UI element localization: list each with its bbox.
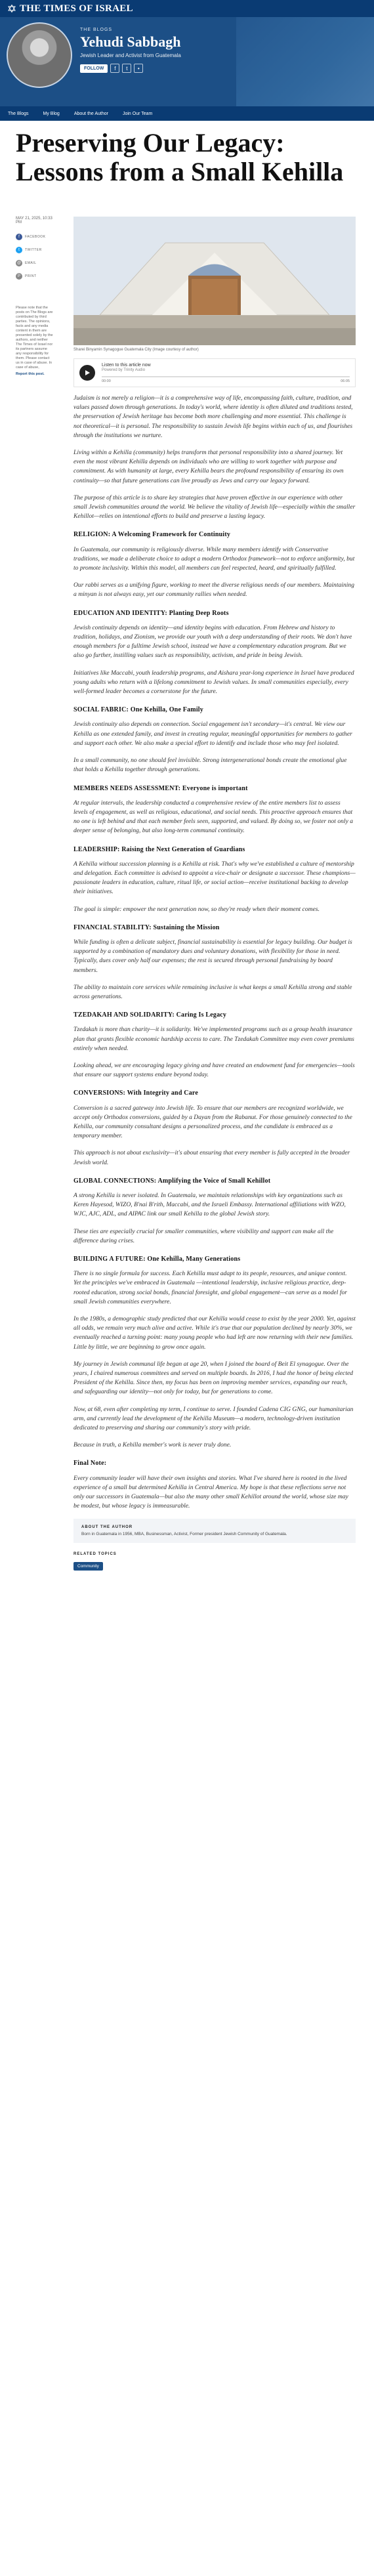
body-paragraph: The goal is simple: empower the next generation now, so they're ready when their moment comes. [73,905,320,913]
author-avatar [7,22,72,88]
article-date: MAY 21, 2025, 10:33 PM [16,217,52,224]
body-paragraph: The purpose of this article is to share key strategies that have proven effective in our experience with other small Jewish communities around the world. We believe the vitality of Jewish life—especially within the smaller Kehillot—relies on intentional efforts to build and preserve a lasting legacy. [73,494,356,520]
body-paragraph: While funding is often a delicate subject, financial sustainability is essential for legacy building. Our budget is supported by a combination of mandatory dues and voluntary donations, with flexibility for those in need. Typically, dues cover only half our expenses; the rest is secured through personal fundraising by board members. [73,938,352,974]
body-paragraph: Because in truth, a Kehilla member's work is never truly done. [73,1441,232,1449]
blog-header [0,17,374,106]
section-heading: FINANCIAL STABILITY: Sustaining the Mission [73,923,220,931]
share-label: PRINT [25,274,37,278]
section-heading: SOCIAL FABRIC: One Kehilla, One Family [73,706,203,714]
play-icon [84,370,91,376]
body-paragraph: Jewish continuity depends on identity—and identity begins with education. From Hebrew and history to tradition, holidays, and Zionism, we provide our youth with a deep understanding of their roots. We don't have enough members for a fulltime Jewish school, instead we have a complementary education program. But we also go further, instilling values such as responsibility, activism, and pride in being Jewish. [73,623,352,660]
audio-player [73,358,356,387]
print-icon: P [16,273,22,280]
facebook-icon[interactable]: f [110,64,119,73]
share-print[interactable] [16,273,54,280]
synagogue-illustration [73,217,356,345]
body-paragraph: In a small community, no one should feel invisible. Strong intergenerational bonds create the emotional glue that holds a Kehilla together through generations. [73,757,347,774]
site-name: THE TIMES OF ISRAEL [20,3,133,14]
body-paragraph: Living within a Kehilla (community) helps transform that personal responsibility into a shared journey. Yet even the most vibrant Kehilla depends on individuals who are willing to work together with purpose and commitment. As with humanity at large, every Kehilla bears the profound responsibility of ensuring its own continuity—so that future generations can live proudly as Jews and carry our legacy forward. [73,449,344,484]
body-paragraph: Initiatives like Maccabi, youth leadership programs, and Aishara year-long experience in Israel have produced young adults who return with a lifelong commitment to Jewish values. In small communities especially, every well-formed leader becomes a cornerstone for the future. [73,669,354,696]
audio-start-time: 00:00 [102,379,111,383]
related-topics [73,1552,356,1571]
share-label: EMAIL [25,261,37,265]
blog-label: THE BLOGS [80,28,113,32]
follow-button[interactable]: FOLLOW [80,64,108,73]
body-paragraph: Jewish continuity also depends on connection. Social engagement isn't secondary—it's central. We view our Kehilla as one extended family, and invest in creating regular, meaningful opportunities for members to gather and support each other. We also make a special effort to identify and include those who may feel isolated. [73,721,352,747]
nav-item-blogs[interactable]: The Blogs [8,111,29,116]
nav-item-about[interactable]: About the Author [73,111,108,116]
article-main [73,217,356,1571]
section-heading: BUILDING A FUTURE: One Kehilla, Many Generations [73,1256,241,1263]
section-heading: EDUCATION AND IDENTITY: Planting Deep Roots [73,609,229,617]
section-heading: MEMBERS NEEDS ASSESSMENT: Everyone is important [73,784,248,792]
section-heading: RELIGION: A Welcoming Framework for Continuity [73,531,231,539]
share-email[interactable] [16,260,54,266]
about-text: Born in Guatemala in 1956, MBA, Businessman, Activist, Former president Jewish Community of Guatemala. [81,1532,287,1537]
twitter-icon[interactable]: t [122,64,131,73]
nav-item-join[interactable]: Join Our Team [122,111,153,116]
article-sidebar [16,217,54,376]
body-paragraph: My journey in Jewish communal life began at age 20, when I joined the board of Beit El synagogue. Over the years, I chaired numerous committees and served on multiple boards. In 2016, I had the honor of being elected President of the Kehilla. Since then, my focus has been on improving member services, expanding our reach, and safeguarding our identity—not only for today, but for generations to come. [73,1360,354,1396]
blog-disclaimer: Please note that the posts on The Blogs are contributed by third parties. The opinions, facts and any media content in them are presented solely by the authors, and neither The Times of Israel nor its partners assume any responsibility for them. Please contact us in case of abuse. In case of abuse, [16,306,53,370]
share-twitter[interactable] [16,247,54,253]
nav-item-my-blog[interactable]: My Blog [43,111,60,116]
audio-progress[interactable] [102,376,350,377]
section-heading: LEADERSHIP: Raising the Next Generation of Guardians [73,845,245,853]
body-paragraph: There is no single formula for success. Each Kehilla must adapt to its people, resources, and unique context. Yet the principles we've embraced in Guatemala —intentional leadership, inclusive religious practice, deep-rooted education, strong social bonds, financial foresight, and global engagement—can serve as a model for small Jewish communities everywhere. [73,1270,348,1305]
topic-tag[interactable]: Community [73,1562,103,1571]
audio-end-time: 06:05 [341,379,350,383]
body-paragraph: The ability to maintain core services while remaining inclusive is what keeps a small Kehilla strong and stable across generations. [73,983,352,1000]
body-paragraph: This approach is not about exclusivity—it's about ensuring that every member is fully accepted in the broader Jewish world. [73,1149,350,1166]
site-logo[interactable] [8,3,133,14]
body-paragraph: In the 1980s, a demographic study predicted that our Kehilla would cease to exist by the year 2000. Yet, against all odds, we remain very much alive and active. While it's true that our population declined by nearly 30%, we eventually reached a turning point: many young people who had left are now returning with their new families. Little by little, we are beginning to grow once again. [73,1315,356,1351]
article-title: Preserving Our Legacy: Lessons from a Small Kehilla [16,128,344,186]
hero-image [73,217,356,345]
audio-times [102,379,350,383]
body-paragraph: Conversion is a sacred gateway into Jewish life. To ensure that our members are recognized worldwide, we accept only Orthodox conversions, guided by a Dayan from the Rabanut. For those genuinely connected to the Kehilla, our community consultant designs a personalized process, and the candidate is embraced as a temporary member. [73,1104,352,1140]
body-paragraph: Looking ahead, we are encouraging legacy giving and have created an endowment fund for emergencies—tools that ensure our support systems endure beyond today. [73,1061,355,1079]
audio-title: Listen to this article now [102,362,151,368]
twitter-icon: t [16,247,22,253]
author-subtitle: Jewish Leader and Activist from Guatemala [80,53,181,58]
body-paragraph: A Kehilla without succession planning is a Kehilla at risk. That's why we've established a culture of mentorship and delegation. Each committee is advised to appoint a vice-chair or designate a successor. These champions—passionate leaders in education, culture, ritual life, or social action—receive institutional backing to develop their initiatives. [73,860,356,896]
share-label: TWITTER [25,248,42,252]
header-background [236,17,374,106]
body-paragraph: Judaism is not merely a religion—it is a comprehensive way of life, encompassing faith, culture, tradition, and values passed down through generations. In today's world, where identity is often diluted and traditions tested, the preservation of Jewish heritage has become both more challenging and more essential. This challenge is not theoretical—it is personal. The responsibility to sustain Jewish life begins within each of us, and flourishes through the institutions we nurture. [73,394,353,439]
site-topbar [0,0,374,17]
blog-nav [0,106,374,121]
related-label: RELATED TOPICS [73,1552,117,1557]
email-icon: @ [16,261,22,265]
section-heading: CONVERSIONS: With Integrity and Care [73,1089,198,1097]
section-heading: GLOBAL CONNECTIONS: Amplifying the Voice of Small Kehillot [73,1177,271,1185]
about-label: ABOUT THE AUTHOR [81,1525,133,1530]
follow-row [80,64,181,73]
section-heading: TZEDAKAH AND SOLIDARITY: Caring Is Legacy [73,1011,227,1019]
article-body [73,394,356,1511]
audio-provider: Powered by Trinity Audio [102,368,146,372]
body-paragraph: Every community leader will have their own insights and stories. What I've shared here is rooted in the lived experience of a small but determined Kehilla in Central America. My hope is that these reflections serve not only our successors in Guatemala—but also the many other small Kehillot around the world, whose size may be modest, but whose legacy is immeasurable. [73,1474,348,1510]
body-paragraph: A strong Kehilla is never isolated. In Guatemala, we maintain relationships with key organizations such as Keren Hayesod, WIZO, B'nai B'rith, Maccabi, and the Israeli Embassy. International affiliations with WZO, WJC, AJC, ADL, and AIPAC link our small Kehilla to the global Jewish story. [73,1192,346,1218]
audio-info [102,363,350,383]
star-of-david-icon [8,5,16,12]
share-facebook[interactable] [16,234,54,240]
author-block [80,28,181,73]
body-paragraph: Now, at 68, even after completing my term, I continue to serve. I founded Cadena CIG GNG, our humanitarian arm, and currently lead the development of the Kehilla Museum—a modern, technology-driven institution dedicated to preserving and sharing our community's story with pride. [73,1405,354,1432]
play-button[interactable] [79,365,95,381]
report-post-link[interactable]: Report this post. [16,372,45,376]
body-paragraph: In Guatemala, our community is religiously diverse. While many members identify with Conservative traditions, we made a deliberate choice to adopt a modern Orthodox framework—not to enforce uniformity, but to promote inclusivity. Within this model, all members can feel respected, heard, and spiritually fulfilled. [73,545,355,572]
body-paragraph: Tzedakah is more than charity—it is solidarity. We've implemented programs such as a group health insurance plan that grants flexible economic hardship access to care. The Tzedakah Committee may even cover premiums entirely when needed. [73,1026,354,1052]
section-heading: Final Note: [73,1460,107,1467]
share-label: FACEBOOK [25,235,46,239]
facebook-icon: f [16,234,22,240]
rss-icon[interactable]: • [134,64,143,73]
hero-caption: Sharei Binyamin Synagogue Guatemala City (Image courtesy of author) [73,348,199,352]
about-author [73,1519,356,1543]
author-name[interactable]: Yehudi Sabbagh [80,33,181,50]
body-paragraph: At regular intervals, the leadership conducted a comprehensive review of the entire members list to assess levels of engagement, as well as religious, educational, and social needs. This proactive approach ensures that no one is left behind and that each member feels seen, supported, and valued. By doing so, we foster not only a deeper sense of belonging, but also long-term communal continuity. [73,799,354,835]
body-paragraph: Our rabbi serves as a unifying figure, working to meet the diverse religious needs of our members. Maintaining a minyan is not always easy, yet our community rallies when needed. [73,581,355,599]
body-paragraph: These ties are especially crucial for smaller communities, where visibility and support can make all the difference during crises. [73,1227,334,1244]
